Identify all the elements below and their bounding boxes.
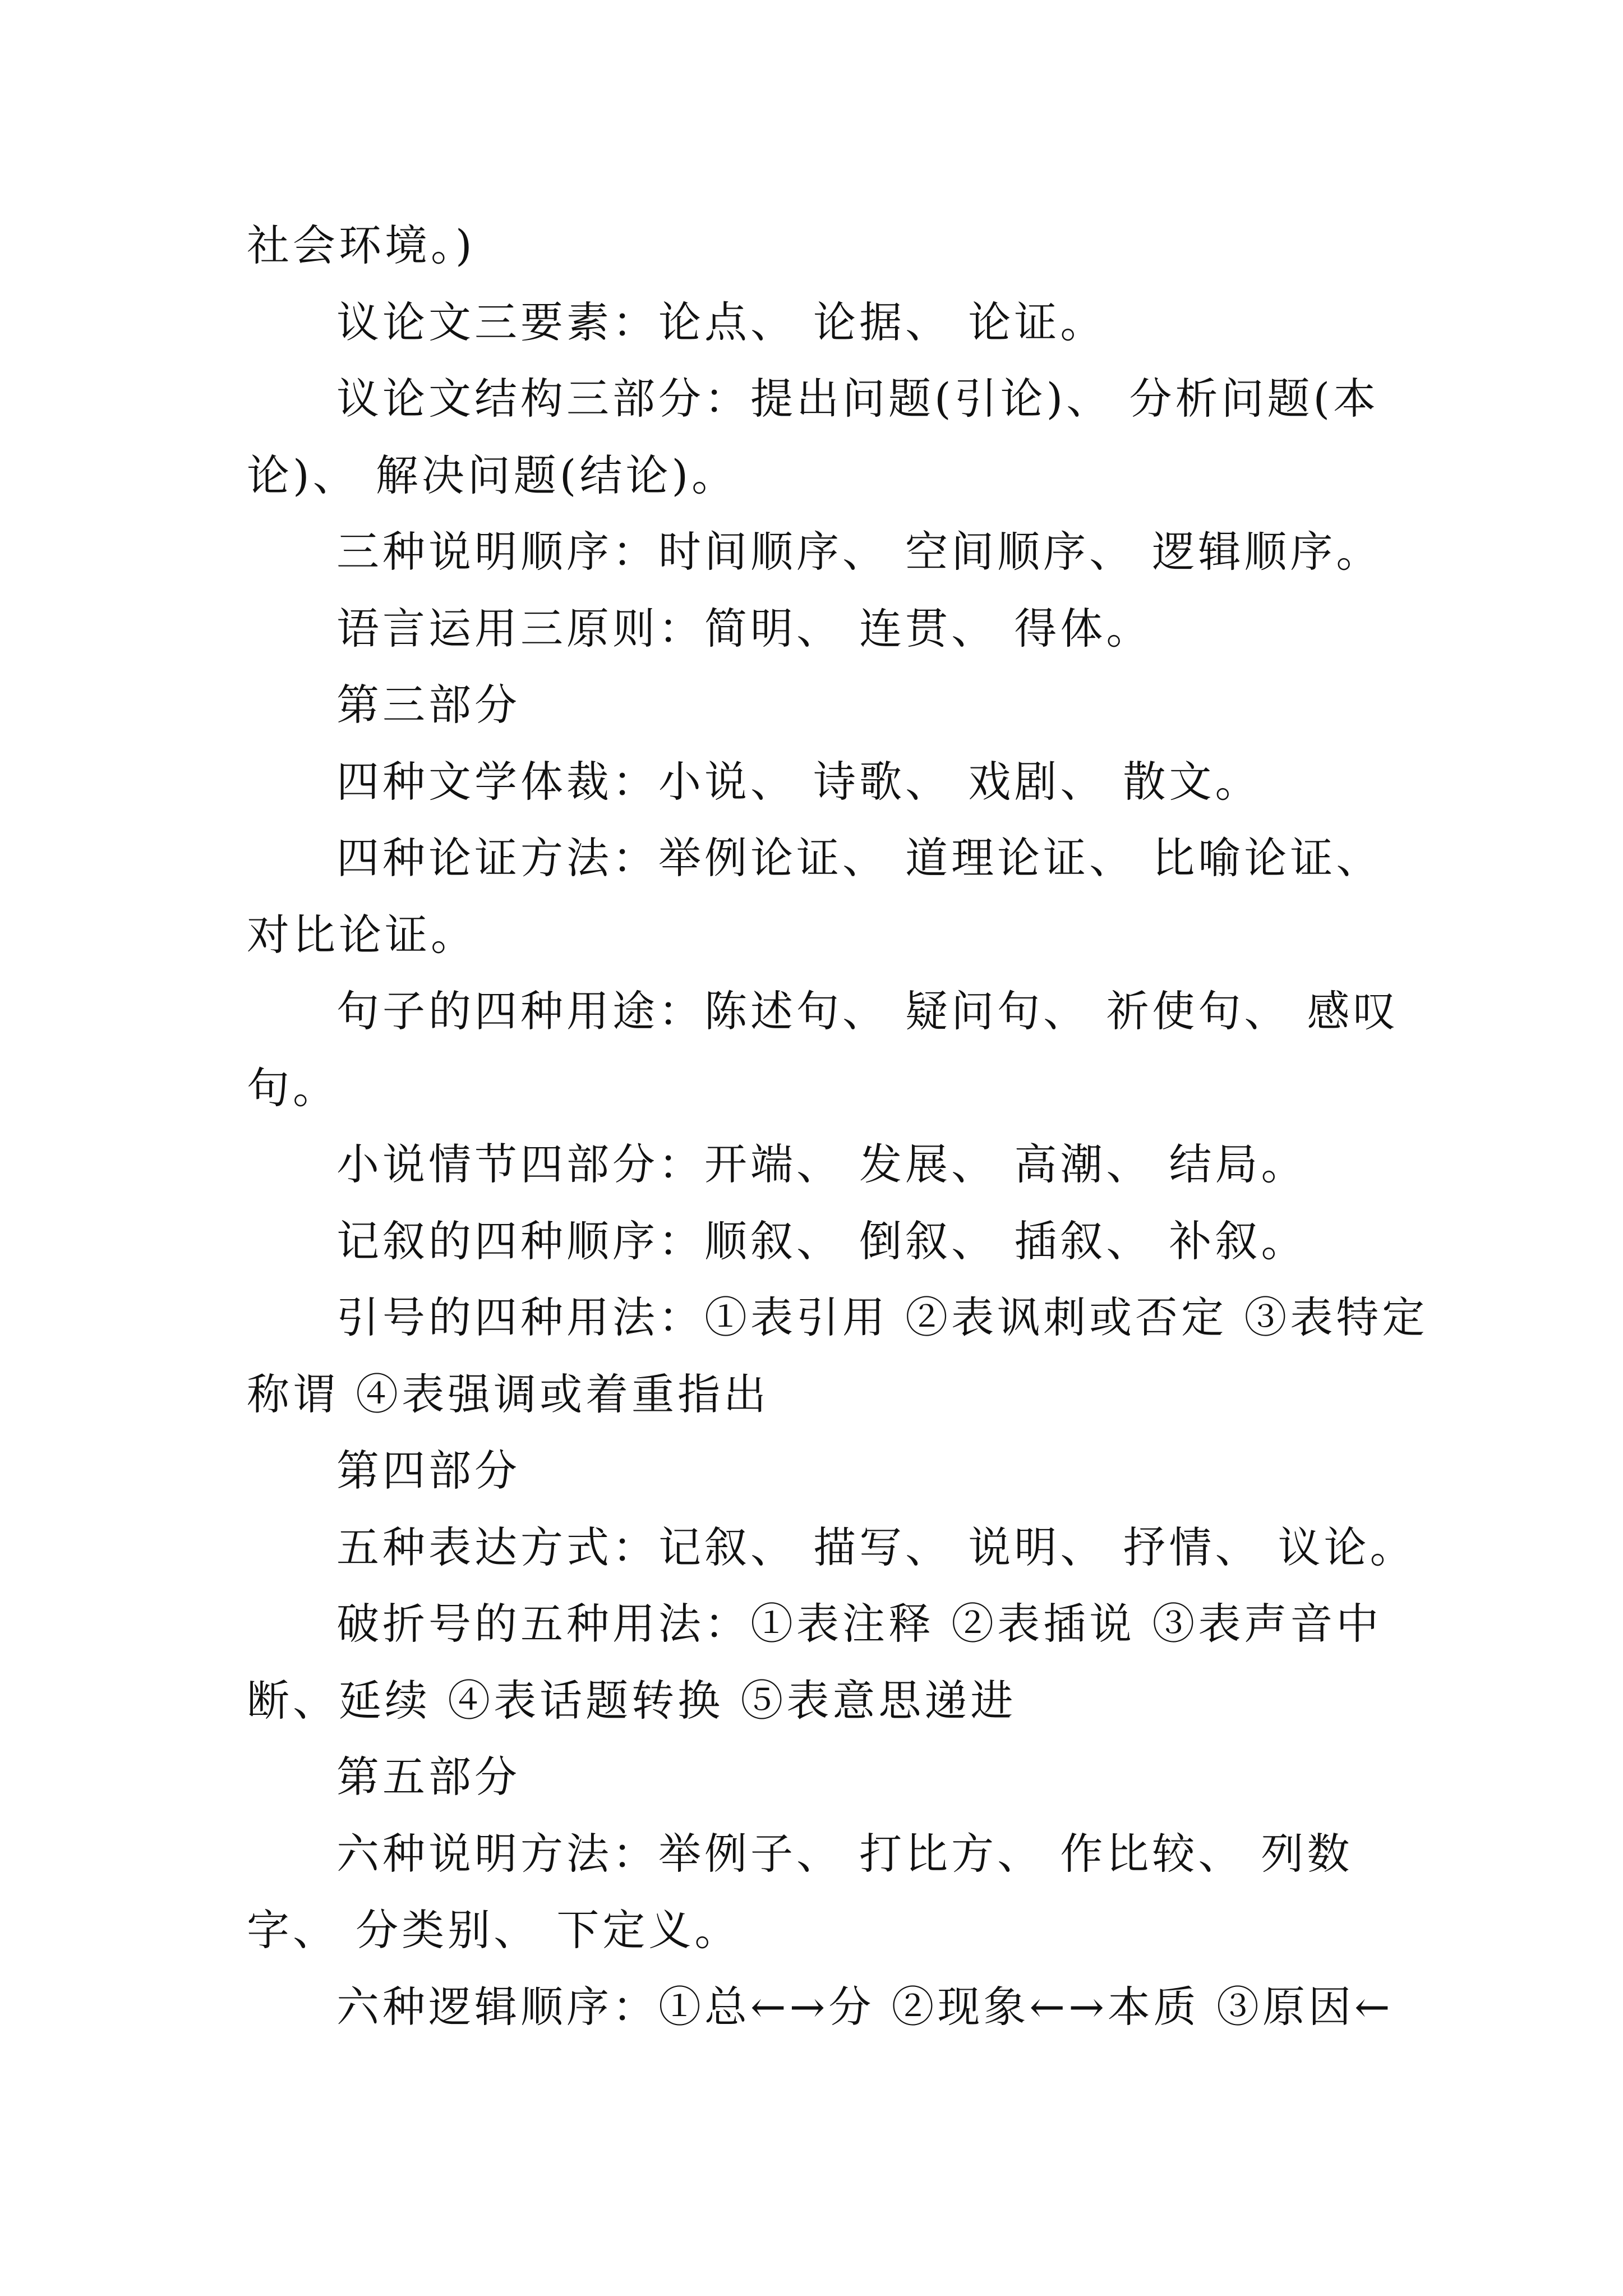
paragraph-dash-usage: 破折号的五种用法：①表注释 ②表插说 ③表声音中断、延续 ④表话题转换 ⑤表意思递进	[247, 1599, 1382, 1726]
paragraph-expression-modes: 五种表达方式：记叙、 描写、 说明、 抒情、 议论。	[336, 1522, 1416, 1572]
paragraph-narrative-order: 记叙的四种顺序：顺叙、 倒叙、 插叙、 补叙。	[336, 1216, 1307, 1266]
paragraph-plot-parts: 小说情节四部分：开端、 发展、 高潮、 结局。	[336, 1139, 1307, 1189]
paragraph-argument-methods: 四种论证方法：举例论证、 道理论证、 比喻论证、 对比论证。	[247, 833, 1382, 960]
paragraph-argument-elements: 议论文三要素：论点、 论据、 论证。	[336, 297, 1106, 347]
paragraph-logical-order: 六种逻辑顺序：①总←→分 ②现象←→本质 ③原因←	[336, 1981, 1394, 2032]
document-body	[247, 208, 1430, 2045]
paragraph-argument-structure: 议论文结构三部分：提出问题(引论)、 分析问题(本论)、 解决问题(结论)。	[247, 374, 1380, 500]
paragraph-explanation-order: 三种说明顺序：时间顺序、 空间顺序、 逻辑顺序。	[336, 527, 1382, 577]
section-heading-part-five: 第五部分	[336, 1752, 520, 1802]
paragraph-literary-genres: 四种文学体裁：小说、 诗歌、 戏剧、 散文。	[336, 756, 1261, 807]
section-heading-part-four: 第四部分	[336, 1446, 520, 1496]
paragraph-explanation-methods: 六种说明方法：举例子、 打比方、 作比较、 列数字、 分类别、 下定义。	[247, 1828, 1353, 1955]
section-heading-part-three: 第三部分	[336, 680, 520, 730]
paragraph-sentence-uses: 句子的四种用途：陈述句、 疑问句、 祈使句、 感叹句。	[247, 986, 1399, 1113]
paragraph-language-principles: 语言运用三原则：简明、 连贯、 得体。	[336, 603, 1152, 654]
paragraph-quotation-marks: 引号的四种用法：①表引用 ②表讽刺或否定 ③表特定称谓 ④表强调或着重指出	[247, 1292, 1428, 1419]
paragraph-continuation: 社会环境。)	[247, 220, 476, 270]
